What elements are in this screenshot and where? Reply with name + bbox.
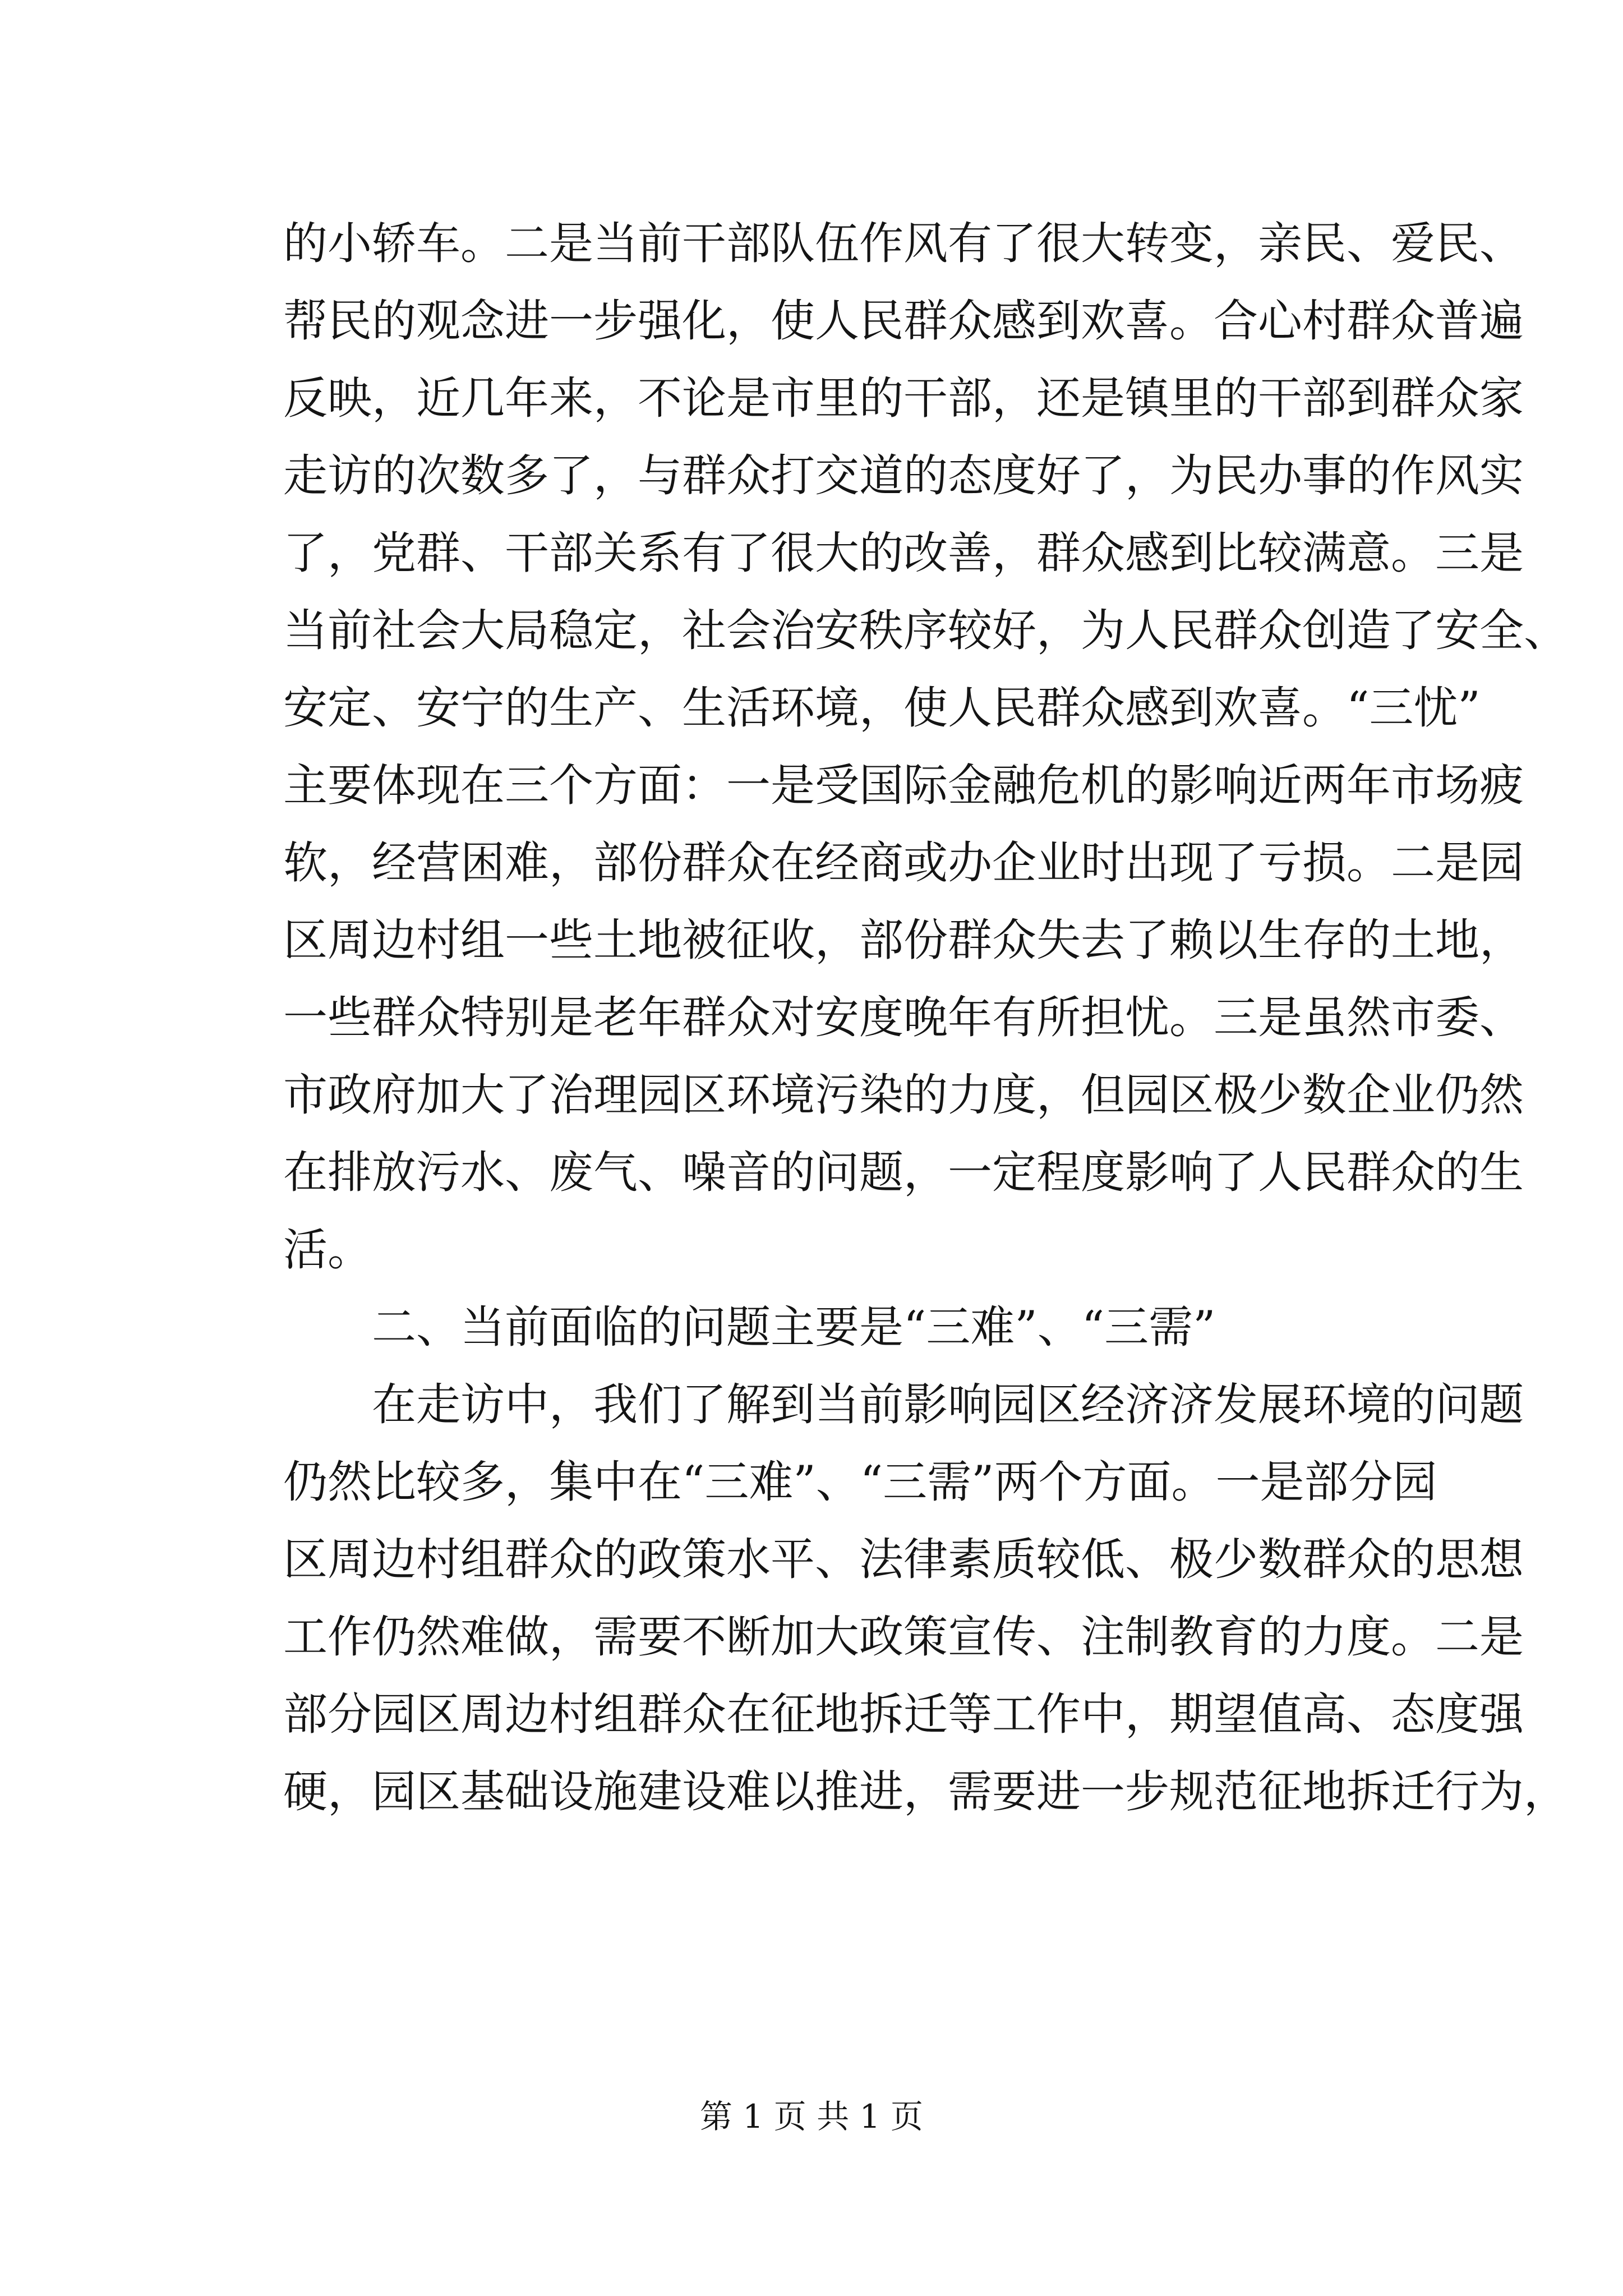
text-line-2: 帮民的观念进一步强化，使人民群众感到欢喜。合心村群众普遍 [283, 295, 1524, 347]
section-heading: 二、当前面临的问题主要是“三难”、“三需” [372, 1301, 1216, 1353]
text-line-16: 在走访中，我们了解到当前影响园区经济济发展环境的问题 [372, 1379, 1524, 1430]
text-line-14: 活。 [283, 1224, 372, 1276]
text-line-10: 区周边村组一些土地被征收，部份群众失去了赖以生存的土地， [283, 914, 1524, 966]
text-line-13: 在排放污水、废气、噪音的问题，一定程度影响了人民群众的生 [283, 1147, 1524, 1198]
text-line-7: 安定、安宁的生产、生活环境，使人民群众感到欢喜。“三忧” [283, 682, 1481, 734]
page-footer [0, 2097, 1623, 2136]
text-line-21: 硬，园区基础设施建设难以推进，需要进一步规范征地拆迁行为， [283, 1766, 1568, 1818]
text-line-11: 一些群众特别是老年群众对安度晚年有所担忧。三是虽然市委、 [283, 992, 1524, 1043]
text-line-5: 了，党群、干部关系有了很大的改善，群众感到比较满意。三是 [283, 527, 1524, 579]
text-line-17: 仍然比较多，集中在“三难”、“三需”两个方面。一是部分园 [283, 1456, 1437, 1508]
text-line-4: 走访的次数多了，与群众打交道的态度好了，为民办事的作风实 [283, 450, 1524, 501]
text-line-1: 的小轿车。二是当前干部队伍作风有了很大转变，亲民、爱民、 [283, 218, 1524, 269]
body-text [283, 205, 1568, 1830]
page-number: 第 1 页 共 1 页 [700, 2097, 923, 2136]
text-line-12: 市政府加大了治理园区环境污染的力度，但园区极少数企业仍然 [283, 1069, 1524, 1121]
text-line-19: 工作仍然难做，需要不断加大政策宣传、注制教育的力度。二是 [283, 1611, 1524, 1663]
text-line-20: 部分园区周边村组群众在征地拆迁等工作中，期望值高、态度强 [283, 1688, 1524, 1740]
text-line-18: 区周边村组群众的政策水平、法律素质较低、极少数群众的思想 [283, 1534, 1524, 1585]
text-line-8: 主要体现在三个方面：一是受国际金融危机的影响近两年市场疲 [283, 760, 1524, 811]
text-line-3: 反映，近几年来，不论是市里的干部，还是镇里的干部到群众家 [283, 372, 1524, 424]
text-line-9: 软，经营困难，部份群众在经商或办企业时出现了亏损。二是园 [283, 837, 1524, 889]
text-line-6: 当前社会大局稳定，社会治安秩序较好，为人民群众创造了安全、 [283, 605, 1568, 656]
